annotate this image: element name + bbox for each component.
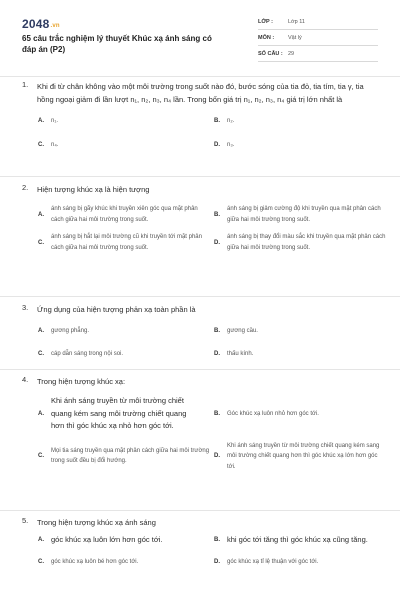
divider bbox=[0, 76, 400, 77]
page-title: 65 câu trắc nghiệm lý thuyết Khúc xạ ánh sáng có đáp án (P2) bbox=[22, 34, 212, 54]
option-d[interactable] bbox=[214, 140, 386, 151]
divider bbox=[0, 176, 400, 177]
option-letter: D. bbox=[214, 350, 220, 357]
option-text: Khi ánh sáng truyền từ môi trường chiết quang kém sang môi trường chiết quang hơn thì góc khúc xạ lớn hơn góc tới. bbox=[227, 442, 380, 470]
option-text: n₄. bbox=[51, 141, 59, 148]
option-c[interactable] bbox=[38, 557, 210, 568]
option-letter: A. bbox=[38, 328, 44, 335]
option-letter: C. bbox=[38, 558, 44, 565]
option-text: thấu kính. bbox=[227, 350, 254, 357]
question-number: 5. bbox=[22, 516, 29, 525]
option-text: gương cầu. bbox=[227, 328, 258, 334]
option-letter: C. bbox=[38, 141, 44, 148]
option-letter: B. bbox=[214, 537, 220, 544]
meta-key: LỚP : bbox=[258, 18, 273, 25]
question-4 bbox=[22, 375, 382, 472]
options bbox=[38, 116, 382, 150]
option-b[interactable] bbox=[214, 395, 386, 433]
option-text: khi góc tới tăng thì góc khúc xạ cũng tăng. bbox=[227, 535, 368, 544]
option-letter: D. bbox=[214, 453, 220, 460]
option-c[interactable] bbox=[38, 349, 210, 360]
question-number: 3. bbox=[22, 303, 29, 312]
meta-value: Lớp 11 bbox=[288, 18, 305, 25]
option-letter: A. bbox=[38, 410, 44, 417]
option-b[interactable] bbox=[214, 204, 386, 225]
option-text: cáp dẫn sáng trong nội soi. bbox=[51, 350, 124, 357]
option-letter: B. bbox=[214, 410, 220, 417]
site-logo[interactable]: 2048.vn bbox=[22, 17, 60, 31]
option-letter: C. bbox=[38, 239, 44, 246]
divider bbox=[0, 296, 400, 297]
option-letter: A. bbox=[38, 537, 44, 544]
meta-value: 29 bbox=[288, 50, 295, 57]
meta-value: Vật lý bbox=[288, 34, 302, 41]
option-text: Mọi tia sáng truyền qua mặt phân cách giữa hai môi trường trong suốt đều bị đổi hướng. bbox=[51, 447, 210, 465]
question-5 bbox=[22, 516, 382, 567]
option-a[interactable] bbox=[38, 534, 210, 547]
meta-row-class bbox=[258, 14, 378, 30]
option-c[interactable] bbox=[38, 140, 210, 151]
question-text: Hiện tượng khúc xạ là hiện tượng bbox=[37, 185, 150, 194]
option-letter: A. bbox=[38, 118, 44, 125]
question-1 bbox=[22, 80, 382, 150]
question-text: Ứng dụng của hiện tượng phản xạ toàn phần là bbox=[37, 305, 196, 314]
option-letter: B. bbox=[214, 211, 220, 218]
meta-table bbox=[258, 14, 378, 62]
divider bbox=[0, 510, 400, 511]
options bbox=[38, 326, 382, 359]
question-number: 2. bbox=[22, 183, 29, 192]
option-d[interactable] bbox=[214, 557, 386, 568]
option-letter: B. bbox=[214, 118, 220, 125]
option-b[interactable] bbox=[214, 534, 386, 547]
option-text: góc khúc xạ luôn bé hơn góc tới. bbox=[51, 558, 139, 565]
meta-row-subject bbox=[258, 30, 378, 46]
option-text: ánh sáng bị gãy khúc khi truyền xiên góc qua mặt phân cách giữa hai môi trường trong suốt. bbox=[51, 206, 198, 223]
option-d[interactable] bbox=[214, 441, 386, 473]
option-c[interactable] bbox=[38, 441, 210, 473]
option-text: ánh sáng bị hắt lại môi trường cũ khi truyền tới mặt phân cách giữa hai môi trường trong suốt. bbox=[51, 234, 202, 251]
option-a[interactable] bbox=[38, 326, 210, 337]
option-text: góc khúc xạ tỉ lệ thuận với góc tới. bbox=[227, 558, 319, 565]
option-b[interactable] bbox=[214, 116, 386, 127]
option-letter: D. bbox=[214, 558, 220, 565]
question-number: 1. bbox=[22, 80, 29, 89]
question-number: 4. bbox=[22, 375, 29, 384]
option-letter: D. bbox=[214, 141, 220, 148]
option-letter: C. bbox=[38, 453, 44, 460]
option-text: Khi ánh sáng truyền từ môi trường chiết quang kém sang môi trường chiết quang hơn thì góc khúc xạ nhỏ hơn góc tới. bbox=[51, 396, 187, 430]
option-letter: C. bbox=[38, 350, 44, 357]
option-d[interactable] bbox=[214, 232, 386, 253]
option-text: Góc khúc xạ luôn nhỏ hơn góc tới. bbox=[227, 410, 319, 417]
option-text: gương phẳng. bbox=[51, 328, 89, 334]
option-c[interactable] bbox=[38, 232, 210, 253]
options bbox=[38, 534, 382, 567]
options bbox=[38, 204, 386, 253]
question-2 bbox=[22, 183, 386, 253]
option-a[interactable] bbox=[38, 204, 210, 225]
options bbox=[38, 395, 382, 472]
meta-row-count bbox=[258, 46, 378, 62]
option-text: n₁. bbox=[51, 118, 59, 124]
question-text: Trong hiện tượng khúc xạ: bbox=[37, 377, 126, 386]
header bbox=[0, 0, 400, 65]
option-a[interactable] bbox=[38, 395, 210, 433]
divider bbox=[0, 369, 400, 370]
question-text: Khi đi từ chân không vào một môi trường trong suốt nào đó, bước sóng của tia đỏ, tia tím, tia γ, tia hồng ngoại giảm đi lần lượt n₁, n₂, n₃, n₄ lần. Trong bốn giá trị n₁, n₂, n₃, n₄ giá trị lớn nhất là bbox=[37, 82, 364, 104]
option-text: ánh sáng bị giảm cường độ khi truyền qua mặt phân cách giữa hai môi trường trong suốt. bbox=[227, 206, 381, 223]
question-3 bbox=[22, 303, 382, 359]
option-text: n₃. bbox=[227, 141, 235, 148]
meta-key: MÔN : bbox=[258, 34, 275, 41]
option-a[interactable] bbox=[38, 116, 210, 127]
option-letter: A. bbox=[38, 211, 44, 218]
meta-key: SỐ CÂU : bbox=[258, 50, 283, 57]
question-text: Trong hiện tượng khúc xạ ánh sáng bbox=[37, 518, 156, 527]
option-letter: D. bbox=[214, 239, 220, 246]
option-text: ánh sáng bị thay đổi màu sắc khi truyền qua mặt phân cách giữa hai môi trường trong suốt. bbox=[227, 234, 386, 251]
option-d[interactable] bbox=[214, 349, 386, 360]
option-b[interactable] bbox=[214, 326, 386, 337]
option-letter: B. bbox=[214, 328, 220, 335]
option-text: n₂. bbox=[227, 118, 235, 124]
option-text: góc khúc xạ luôn lớn hơn góc tới. bbox=[51, 535, 163, 544]
